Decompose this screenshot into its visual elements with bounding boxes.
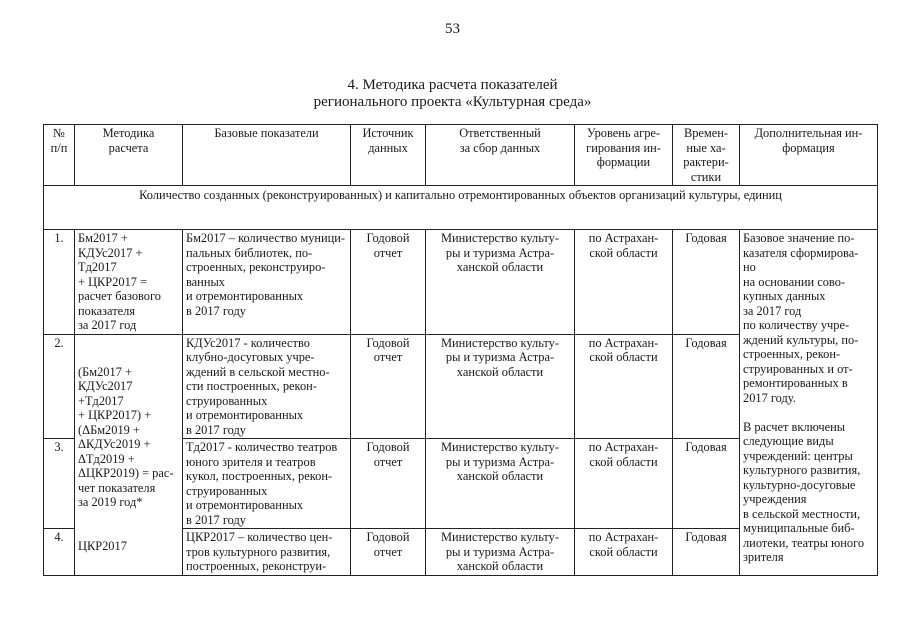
responsible-cell: Министерство культу- ры и туризма Астра- ханской области xyxy=(426,230,575,335)
header-additional: Дополнительная ин- формация xyxy=(740,125,878,186)
source-cell: Годовой отчет xyxy=(351,439,426,529)
time-cell: Годовая xyxy=(673,334,740,439)
method-cell: Бм2017 + КДУс2017 + Тд2017 + ЦКР2017 = расчет базового показателя за 2017 год xyxy=(75,230,183,335)
header-base: Базовые показатели xyxy=(183,125,351,186)
level-cell: по Астрахан- ской области xyxy=(575,334,673,439)
responsible-cell: Министерство культу- ры и туризма Астра- ханской области xyxy=(426,529,575,576)
time-cell: Годовая xyxy=(673,529,740,576)
row-num: 1. xyxy=(44,230,75,335)
header-method: Методика расчета xyxy=(75,125,183,186)
level-cell: по Астрахан- ской области xyxy=(575,230,673,335)
base-cell: ЦКР2017 – количество цен- тров культурного развития, построенных, реконструи- xyxy=(183,529,351,576)
source-cell: Годовой отчет xyxy=(351,334,426,439)
page-number: 53 xyxy=(445,21,460,37)
row-num: 3. xyxy=(44,439,75,529)
section-heading xyxy=(0,77,905,111)
category-row xyxy=(44,186,878,230)
heading-line-2: регионального проекта «Культурная среда» xyxy=(313,94,592,110)
header-time: Времен- ные ха- рактери- стики xyxy=(673,125,740,186)
time-cell: Годовая xyxy=(673,230,740,335)
base-cell: Бм2017 – количество муници- пальных библиотек, по- строенных, реконструиро- ванных и отремонтированных в 2017 году xyxy=(183,230,351,335)
method-cell: (Бм2017 + КДУс2017 +Тд2017 + ЦКР2017) + (ΔБм2019 + ΔКДУс2019 + ΔТд2019 + ΔЦКР2019) = рас- чет показателя за 2019 год* ЦКР2017 xyxy=(75,334,183,575)
source-cell: Годовой отчет xyxy=(351,529,426,576)
additional-info-cell: Базовое значение по- казателя сформирова- но на основании сово- купных данных за 2017 год по количеству учре- ждений культуры, по- строенных, рекон- струированных и от- ремонтированных в 2017 году. В расчет включены следующие виды учреждений: центры культурного развития, культурно-досуговые учреждения в сельской местности, муниципальные биб- лиотеки, театры юного зрителя xyxy=(740,230,878,576)
row-num: 4. xyxy=(44,529,75,576)
level-cell: по Астрахан- ской области xyxy=(575,529,673,576)
base-cell: Тд2017 - количество театров юного зрителя и театров кукол, построенных, рекон- струированных и отремонтированных в 2017 году xyxy=(183,439,351,529)
header-num: № п/п xyxy=(44,125,75,186)
methodology-table xyxy=(43,124,878,576)
header-responsible: Ответственный за сбор данных xyxy=(426,125,575,186)
responsible-cell: Министерство культу- ры и туризма Астра- ханской области xyxy=(426,439,575,529)
heading-line-1: 4. Методика расчета показателей xyxy=(347,77,558,93)
category-cell: Количество созданных (реконструированных) и капитально отремонтированных объектов организаций культуры, единиц xyxy=(44,186,878,230)
header-level: Уровень агре- гирования ин- формации xyxy=(575,125,673,186)
header-source: Источник данных xyxy=(351,125,426,186)
base-cell: КДУс2017 - количество клубно-досуговых учре- ждений в сельской местно- сти построенных, рекон- струированных и отремонтированных в 2017 году xyxy=(183,334,351,439)
table-row xyxy=(44,230,878,335)
level-cell: по Астрахан- ской области xyxy=(575,439,673,529)
responsible-cell: Министерство культу- ры и туризма Астра- ханской области xyxy=(426,334,575,439)
time-cell: Годовая xyxy=(673,439,740,529)
header-row xyxy=(44,125,878,186)
row-num: 2. xyxy=(44,334,75,439)
source-cell: Годовой отчет xyxy=(351,230,426,335)
